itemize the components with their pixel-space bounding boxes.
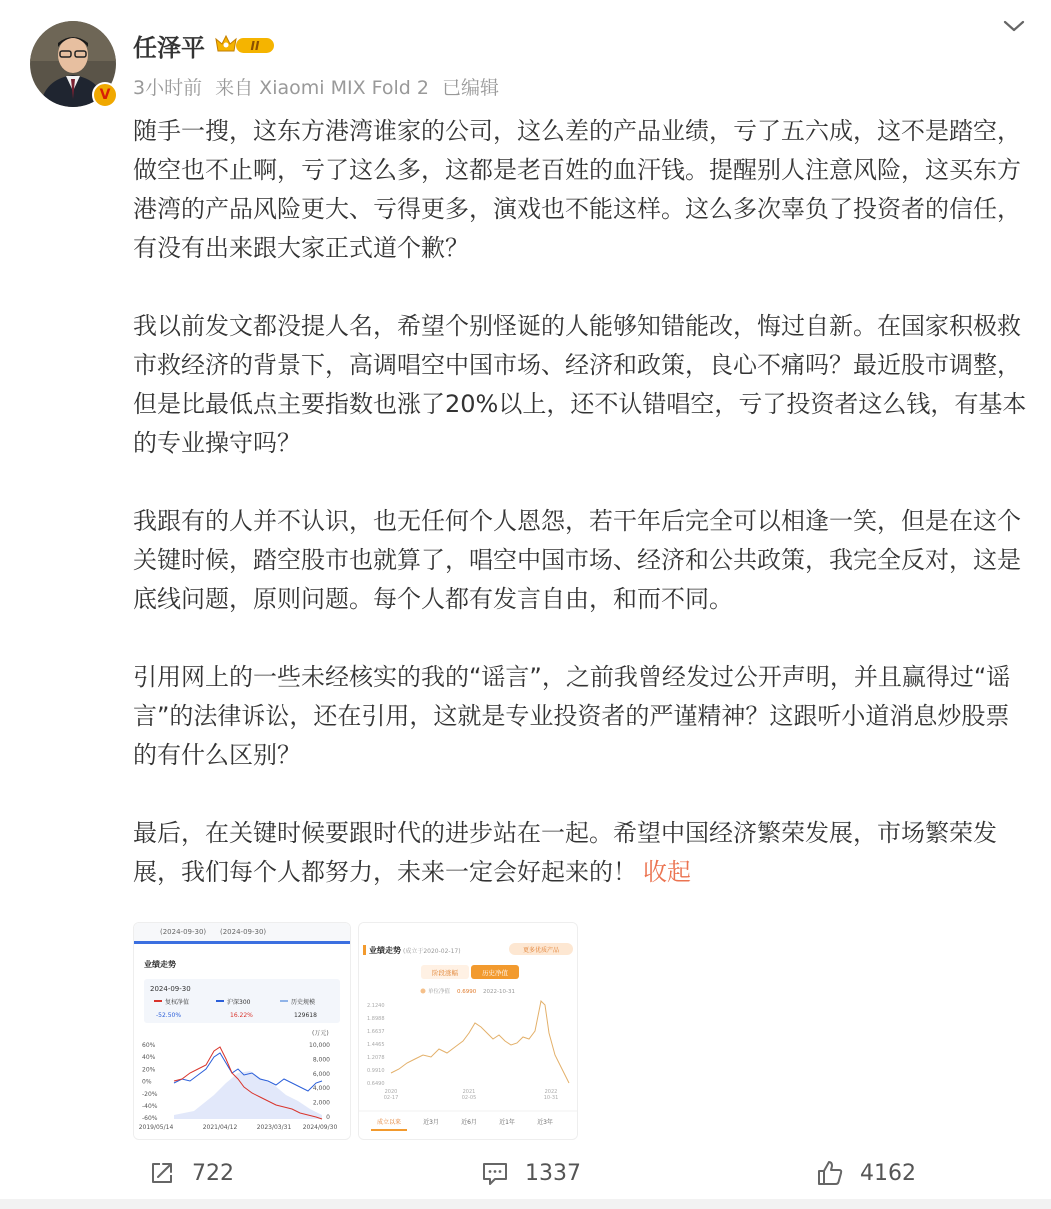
img2-nav-label: 单位净值 — [428, 989, 451, 995]
post-paragraph-text: 最后，在关键时候要跟时代的进步站在一起。希望中国经济繁荣发展，市场繁荣发展，我们每个人都努力，未来一定会好起来的！ — [133, 819, 997, 886]
img1-right-tick: 8,000 — [312, 1056, 330, 1064]
img1-top-date-2: (2024-09-30) — [220, 928, 267, 936]
img1-left-tick: -20% — [142, 1090, 158, 1098]
img1-legend-2-value: 16.22% — [230, 1012, 253, 1019]
img1-right-tick: 10,000 — [309, 1042, 330, 1049]
img2-y-tick: 1.2078 — [367, 1055, 385, 1061]
img1-right-tick: 6,000 — [312, 1070, 330, 1078]
img2-range-tab: 近6月 — [461, 1119, 477, 1126]
img1-unit: (万元) — [312, 1030, 329, 1037]
edited-label[interactable]: 已编辑 — [442, 77, 500, 99]
img2-y-tick: 0.9910 — [367, 1068, 385, 1074]
comment-button[interactable] — [481, 1158, 581, 1188]
post-meta — [133, 73, 506, 100]
img1-legend-3: 历史规模 — [291, 999, 316, 1006]
img1-date: 2024-09-30 — [150, 985, 191, 993]
img1-left-tick: 20% — [142, 1066, 156, 1074]
share-icon — [148, 1159, 176, 1187]
img1-right-tick: 2,000 — [312, 1099, 330, 1107]
img1-left-tick: 60% — [142, 1042, 156, 1049]
img2-range-tab: 近1年 — [499, 1119, 515, 1126]
repost-count: 722 — [192, 1160, 234, 1186]
post-source: 来自 Xiaomi MIX Fold 2 — [215, 77, 429, 99]
img1-x-tick: 2021/04/12 — [202, 1124, 238, 1131]
like-button[interactable] — [816, 1158, 916, 1188]
img2-since: (成立于2020-02-17) — [403, 948, 461, 955]
post-paragraph: 引用网上的一些未经核实的我的“谣言”，之前我曾经发过公开声明，并且赢得过“谣言”的法律诉讼，还在引用，这就是专业投资者的严谨精神？这跟听小道消息炒股票的有什么区别？ — [133, 663, 1011, 769]
img2-x-tick: 2020 — [384, 1089, 398, 1095]
like-count: 4162 — [860, 1160, 916, 1186]
post-paragraph: 我跟有的人并不认识，也无任何个人恩怨，若干年后完全可以相逢一笑，但是在这个关键时候，踏空股市也就算了，唱空中国市场、经济和公共政策，我完全反对，这是底线问题，原则问题。每个人都有发言自由，和而不同。 — [133, 507, 1021, 613]
img2-y-tick: 1.6637 — [367, 1029, 385, 1035]
img1-left-tick: 40% — [142, 1054, 156, 1062]
img1-legend-1: 复权净值 — [165, 999, 190, 1006]
img1-x-tick: 2024/09/30 — [302, 1124, 338, 1131]
post-image-1[interactable] — [133, 922, 351, 1140]
img2-tab-1: 阶段涨幅 — [432, 969, 458, 977]
img2-nav-date: 2022-10-31 — [483, 989, 515, 995]
username[interactable]: 任泽平 — [133, 34, 205, 62]
img2-range-tab: 近3月 — [423, 1119, 439, 1126]
repost-button[interactable] — [148, 1158, 234, 1188]
img1-x-tick: 2019/05/14 — [138, 1124, 174, 1131]
img2-y-tick: 1.8988 — [367, 1016, 385, 1022]
post-paragraph-last — [133, 814, 1033, 892]
vip-crown-icon[interactable] — [214, 33, 276, 57]
img2-tab-2: 历史净值 — [482, 969, 508, 977]
img2-nav-value: 0.6990 — [457, 989, 477, 995]
img1-left-tick: -40% — [142, 1103, 158, 1110]
vip-level: II — [250, 39, 260, 53]
chevron-down-icon[interactable] — [1002, 16, 1026, 36]
img2-title: 业绩走势 — [369, 946, 401, 955]
img2-range-tab: 成立以来 — [376, 1119, 402, 1126]
img1-right-tick: 0 — [326, 1114, 330, 1121]
verified-badge-icon: V — [92, 82, 118, 108]
img1-right-tick: 4,000 — [312, 1085, 330, 1093]
post-time[interactable]: 3小时前 — [133, 77, 203, 99]
img2-x-tick: 2021 — [462, 1089, 476, 1095]
img1-x-tick: 2023/03/31 — [256, 1124, 292, 1131]
img1-left-tick: 0% — [142, 1078, 152, 1086]
img1-left-tick: -60% — [142, 1115, 158, 1123]
img2-x-tick: 10-31 — [543, 1095, 559, 1101]
img2-y-tick: 2.1240 — [367, 1003, 385, 1009]
img1-legend-1-value: -52.50% — [156, 1012, 182, 1019]
collapse-link[interactable]: 收起 — [643, 858, 691, 886]
img2-x-tick: 02-05 — [461, 1095, 477, 1101]
action-bar — [0, 1148, 1051, 1198]
post-text — [133, 112, 1033, 892]
img1-legend-3-value: 129618 — [294, 1012, 317, 1019]
img1-title: 业绩走势 — [144, 960, 176, 969]
img2-badge: 更多优质产品 — [522, 947, 560, 954]
post-paragraph: 我以前发文都没提人名，希望个别怪诞的人能够知错能改，悔过自新。在国家积极救市救经济的背景下，高调唱空中国市场、经济和政策，良心不痛吗？最近股市调整，但是比最低点主要指数也涨了20%以上，还不认错唱空，亏了投资者这么钱，有基本的专业操守吗？ — [133, 312, 1027, 457]
thumbs-up-icon — [816, 1159, 844, 1187]
post-image-2[interactable] — [358, 922, 578, 1140]
comment-icon — [481, 1159, 509, 1187]
section-divider — [0, 1199, 1051, 1209]
img2-x-tick: 2022 — [544, 1089, 558, 1095]
img2-y-tick: 1.4465 — [367, 1042, 385, 1048]
comment-count: 1337 — [525, 1160, 581, 1186]
img1-top-date-1: (2024-09-30) — [160, 928, 207, 936]
img2-y-tick: 0.6490 — [367, 1081, 385, 1087]
post-paragraph: 随手一搜，这东方港湾谁家的公司，这么差的产品业绩，亏了五六成，这不是踏空，做空也不止啊，亏了这么多，这都是老百姓的血汗钱。提醒别人注意风险，这买东方港湾的产品风险更大、亏得更多，演戏也不能这样。这么多次辜负了投资者的信任，有没有出来跟大家正式道个歉？ — [133, 117, 1021, 262]
img2-range-tab: 近3年 — [537, 1119, 553, 1126]
img2-x-tick: 02-17 — [383, 1095, 399, 1101]
img1-legend-2: 沪深300 — [227, 999, 251, 1006]
